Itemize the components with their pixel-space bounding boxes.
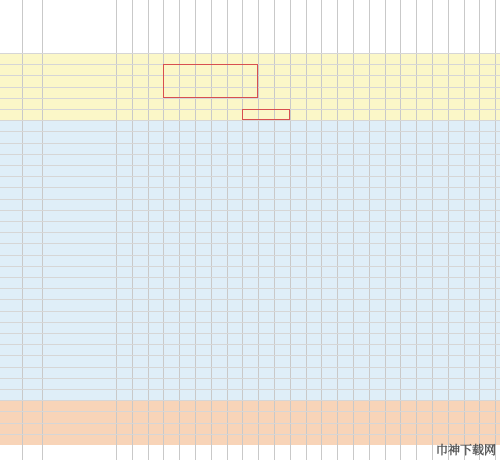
sell-price xyxy=(0,53,22,64)
sell-price xyxy=(0,232,22,243)
herb-cost xyxy=(464,288,480,299)
herb-cost xyxy=(179,423,195,434)
sell-price xyxy=(0,165,22,176)
herb-price xyxy=(448,1,464,11)
potion-price xyxy=(22,378,42,389)
potion-price xyxy=(22,277,42,288)
herb-cost xyxy=(385,199,401,210)
herb-cost xyxy=(195,221,211,232)
potion-price xyxy=(22,311,42,322)
herb-cost xyxy=(179,120,195,131)
herb-cost xyxy=(195,400,211,411)
potion-name xyxy=(42,199,116,210)
potion-name xyxy=(42,53,116,64)
grid-line xyxy=(369,0,370,460)
sell-price xyxy=(0,389,22,400)
herb-cost xyxy=(432,232,448,243)
herb-cost xyxy=(479,367,495,378)
herb-cost xyxy=(416,411,432,422)
potion-price xyxy=(22,165,42,176)
herb-price xyxy=(242,1,258,11)
potion-name xyxy=(42,87,116,98)
sell-price xyxy=(0,434,22,445)
herb-cost xyxy=(274,143,290,154)
potion-price xyxy=(22,64,42,75)
potion-price xyxy=(22,232,42,243)
grid-line xyxy=(132,0,133,460)
sell-price xyxy=(0,109,22,120)
herb-cost xyxy=(416,221,432,232)
sell-price xyxy=(0,423,22,434)
sell-price xyxy=(0,154,22,165)
potion-name xyxy=(42,210,116,221)
potion-name xyxy=(42,400,116,411)
herb-cost xyxy=(416,210,432,221)
grid-line xyxy=(274,0,275,460)
sell-price xyxy=(0,87,22,98)
potion-name xyxy=(42,355,116,366)
potion-price xyxy=(22,344,42,355)
herb-cost xyxy=(148,411,164,422)
grid-line xyxy=(116,0,117,460)
herb-cost xyxy=(148,53,164,64)
herb-cost xyxy=(132,53,148,64)
herb-name xyxy=(400,12,416,52)
herb-cost xyxy=(274,109,290,120)
potion-price xyxy=(22,120,42,131)
sell-price xyxy=(0,210,22,221)
potion-price xyxy=(22,187,42,198)
sell-price xyxy=(0,333,22,344)
potion-price xyxy=(22,288,42,299)
header-row-label xyxy=(0,20,22,32)
herb-name xyxy=(242,12,258,52)
potion-name xyxy=(42,109,116,120)
grid-line xyxy=(321,0,322,460)
sell-price xyxy=(0,98,22,109)
potion-price xyxy=(22,210,42,221)
potion-name xyxy=(42,98,116,109)
herb-cost xyxy=(353,176,369,187)
herb-cost xyxy=(416,243,432,254)
herb-cost xyxy=(148,120,164,131)
herb-name xyxy=(432,12,448,52)
herb-name xyxy=(195,12,211,52)
potion-price xyxy=(22,355,42,366)
potion-price xyxy=(22,199,42,210)
grid-line xyxy=(353,0,354,460)
sell-price xyxy=(0,400,22,411)
herb-name xyxy=(132,12,148,52)
herb-name xyxy=(353,12,369,52)
herb-cost xyxy=(290,187,306,198)
potion-name xyxy=(42,423,116,434)
grid-line xyxy=(385,0,386,460)
sell-price xyxy=(0,187,22,198)
herb-price xyxy=(227,1,243,11)
herb-cost xyxy=(464,355,480,366)
herb-cost xyxy=(400,210,416,221)
herb-name xyxy=(148,12,164,52)
sell-price xyxy=(0,367,22,378)
herb-price xyxy=(432,1,448,11)
sell-price xyxy=(0,344,22,355)
sell-price xyxy=(0,355,22,366)
potion-price xyxy=(22,98,42,109)
potion-price xyxy=(22,131,42,142)
potion-name xyxy=(42,154,116,165)
herb-price xyxy=(211,1,227,11)
potion-price xyxy=(22,109,42,120)
sell-price xyxy=(0,143,22,154)
herb-name xyxy=(369,12,385,52)
herb-cost xyxy=(242,109,258,120)
herb-cost xyxy=(479,322,495,333)
herb-cost xyxy=(195,64,211,75)
herb-cost xyxy=(116,53,132,64)
grid-line xyxy=(432,0,433,460)
herb-price xyxy=(306,1,322,11)
herb-cost xyxy=(448,333,464,344)
herb-cost xyxy=(132,98,148,109)
potion-price xyxy=(22,87,42,98)
herb-name xyxy=(337,12,353,52)
potion-name xyxy=(42,232,116,243)
herb-price xyxy=(148,1,164,11)
potion-name xyxy=(42,378,116,389)
sell-price xyxy=(0,411,22,422)
potion-name xyxy=(42,64,116,75)
potion-price xyxy=(22,299,42,310)
sell-price xyxy=(0,199,22,210)
potion-price xyxy=(22,176,42,187)
herb-price xyxy=(116,1,132,11)
grid-line xyxy=(211,0,212,460)
herb-cost xyxy=(321,176,337,187)
herb-cost xyxy=(195,277,211,288)
herb-cost xyxy=(179,75,195,86)
sell-price xyxy=(0,311,22,322)
potion-name xyxy=(42,389,116,400)
herb-name xyxy=(290,12,306,52)
herb-cost xyxy=(306,154,322,165)
potion-price xyxy=(22,143,42,154)
potion-name xyxy=(42,120,116,131)
grid-line xyxy=(258,0,259,460)
herb-cost xyxy=(290,131,306,142)
sell-price xyxy=(0,120,22,131)
herb-price xyxy=(179,1,195,11)
herb-cost xyxy=(432,277,448,288)
potion-price xyxy=(22,75,42,86)
herb-cost xyxy=(464,378,480,389)
herb-price xyxy=(290,1,306,11)
herb-cost xyxy=(163,75,179,86)
potion-price xyxy=(22,53,42,64)
herb-cost xyxy=(416,344,432,355)
herb-cost xyxy=(432,243,448,254)
herb-cost xyxy=(353,165,369,176)
herb-cost xyxy=(132,232,148,243)
herb-cost xyxy=(479,311,495,322)
herb-price xyxy=(464,1,480,11)
herb-price xyxy=(258,1,274,11)
grid-line xyxy=(400,0,401,460)
grid-line xyxy=(227,0,228,460)
herb-cost xyxy=(416,255,432,266)
herb-cost xyxy=(448,311,464,322)
watermark: 巾神下载网 xyxy=(435,443,496,457)
potion-name xyxy=(42,311,116,322)
herb-cost xyxy=(148,143,164,154)
herb-cost xyxy=(479,378,495,389)
herb-name xyxy=(163,12,179,52)
herb-cost xyxy=(195,176,211,187)
herb-price xyxy=(132,1,148,11)
herb-cost xyxy=(227,87,243,98)
sell-price xyxy=(0,322,22,333)
herb-cost xyxy=(195,355,211,366)
herb-cost xyxy=(163,131,179,142)
herb-cost xyxy=(179,87,195,98)
potion-price xyxy=(22,333,42,344)
potion-name xyxy=(42,367,116,378)
potion-name xyxy=(42,221,116,232)
potion-name xyxy=(42,187,116,198)
herb-cost xyxy=(464,389,480,400)
herb-cost xyxy=(211,411,227,422)
grid-line xyxy=(337,0,338,460)
sell-price xyxy=(0,255,22,266)
herb-cost xyxy=(306,165,322,176)
herb-name xyxy=(464,12,480,52)
herb-price xyxy=(337,1,353,11)
potion-price xyxy=(22,322,42,333)
herb-name xyxy=(385,12,401,52)
herb-cost xyxy=(321,277,337,288)
potion-price xyxy=(22,255,42,266)
herb-cost xyxy=(290,221,306,232)
herb-price xyxy=(416,1,432,11)
potion-name xyxy=(42,165,116,176)
herb-cost xyxy=(148,199,164,210)
herb-price xyxy=(321,1,337,11)
potion-name xyxy=(42,322,116,333)
sell-price xyxy=(0,277,22,288)
potion-name xyxy=(42,266,116,277)
herb-cost xyxy=(432,266,448,277)
sell-price xyxy=(0,378,22,389)
sell-price xyxy=(0,75,22,86)
herb-cost xyxy=(211,423,227,434)
potion-price xyxy=(22,221,42,232)
herb-name xyxy=(258,12,274,52)
potion-price xyxy=(22,154,42,165)
potion-price xyxy=(22,243,42,254)
herb-name xyxy=(116,12,132,52)
herb-price xyxy=(274,1,290,11)
sell-price xyxy=(0,266,22,277)
grid-line xyxy=(306,0,307,460)
herb-price xyxy=(400,1,416,11)
herb-cost xyxy=(416,322,432,333)
potion-name xyxy=(42,411,116,422)
herb-name xyxy=(321,12,337,52)
herb-cost xyxy=(163,243,179,254)
herb-cost xyxy=(448,400,464,411)
herb-cost xyxy=(195,333,211,344)
herb-cost xyxy=(163,187,179,198)
potion-price xyxy=(22,434,42,445)
herb-cost xyxy=(211,75,227,86)
herb-cost xyxy=(163,64,179,75)
potion-name xyxy=(42,243,116,254)
herb-cost xyxy=(495,333,500,344)
potion-name xyxy=(42,299,116,310)
potion-name xyxy=(42,143,116,154)
potion-price xyxy=(22,423,42,434)
herb-cost xyxy=(337,165,353,176)
herb-cost xyxy=(479,389,495,400)
sell-price xyxy=(0,64,22,75)
potion-price xyxy=(22,266,42,277)
herb-cost xyxy=(495,311,500,322)
herb-cost xyxy=(464,367,480,378)
sell-price xyxy=(0,243,22,254)
sell-price xyxy=(0,221,22,232)
grid-line xyxy=(242,0,243,460)
sell-price xyxy=(0,299,22,310)
potion-name xyxy=(42,288,116,299)
herb-price xyxy=(369,1,385,11)
herb-cost xyxy=(321,154,337,165)
potion-name xyxy=(42,176,116,187)
herb-price xyxy=(385,1,401,11)
potion-name xyxy=(42,255,116,266)
herb-name xyxy=(306,12,322,52)
grid-line xyxy=(148,0,149,460)
sell-price xyxy=(0,288,22,299)
herb-cost xyxy=(290,288,306,299)
potion-price xyxy=(22,400,42,411)
herb-cost xyxy=(195,255,211,266)
herb-cost xyxy=(163,87,179,98)
sell-price xyxy=(0,131,22,142)
potion-name xyxy=(42,344,116,355)
herb-cost xyxy=(369,199,385,210)
potion-name xyxy=(42,333,116,344)
herb-cost xyxy=(258,266,274,277)
herb-cost xyxy=(179,64,195,75)
herb-name xyxy=(416,12,432,52)
sell-price xyxy=(0,176,22,187)
herb-name xyxy=(479,12,495,52)
potion-name xyxy=(42,75,116,86)
herb-cost xyxy=(258,109,274,120)
header-subtitle xyxy=(22,20,114,32)
potion-price xyxy=(22,411,42,422)
potion-price xyxy=(22,389,42,400)
herb-name xyxy=(274,12,290,52)
herb-price xyxy=(163,1,179,11)
herb-name xyxy=(448,12,464,52)
potion-name xyxy=(42,277,116,288)
herb-price xyxy=(353,1,369,11)
herb-name xyxy=(179,12,195,52)
herb-cost xyxy=(385,277,401,288)
herb-name xyxy=(227,12,243,52)
grid-line xyxy=(495,0,496,460)
herb-price xyxy=(195,1,211,11)
potion-name xyxy=(42,434,116,445)
herb-cost xyxy=(163,299,179,310)
herb-cost xyxy=(353,187,369,198)
potion-name xyxy=(42,131,116,142)
grid-line xyxy=(448,0,449,460)
herb-cost xyxy=(464,344,480,355)
potion-price xyxy=(22,367,42,378)
header-title-top xyxy=(0,1,112,11)
herb-name xyxy=(211,12,227,52)
